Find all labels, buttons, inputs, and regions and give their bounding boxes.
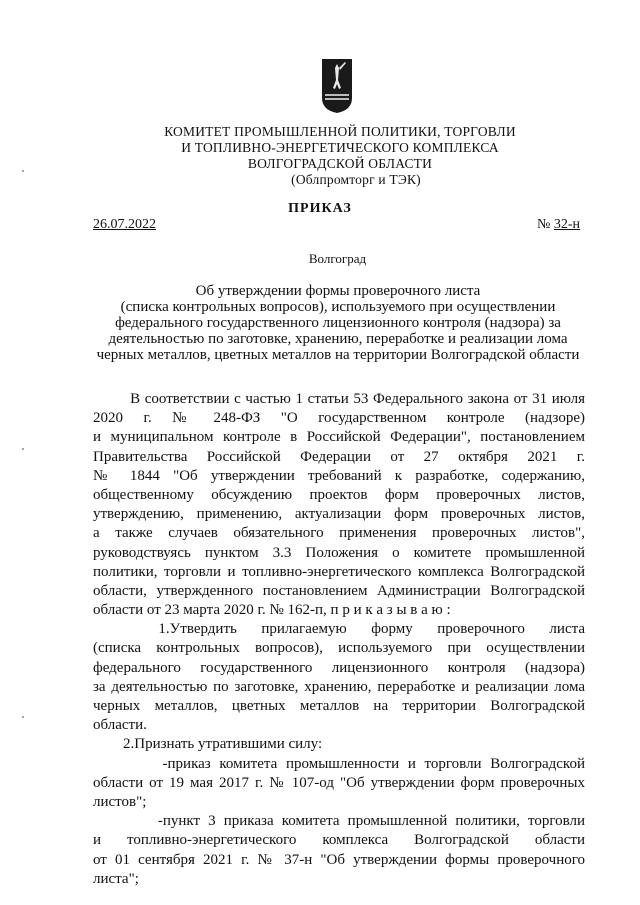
doc-date: 26.07.2022 [93,217,156,232]
body-line: области от 23 марта 2020 г. № 162-п, п р и к а з ы в а ю : [93,602,451,619]
body-line: Правительства Российской Федерации от 27 октября 2021 г. [93,448,585,465]
title-line: деятельностью по заготовке, хранению, переработке и реализации лома [108,331,568,347]
body-line: черных металлов, цветных металлов на территории Волгоградской [93,698,585,714]
body-line: 2020 г. № 248-ФЗ "О государственном контроле (надзоре) [93,410,585,427]
body-line: 2.Признать утратившими силу: [93,736,323,753]
body-line: листов"; [93,793,147,810]
organization-name [120,124,560,188]
body-line: от 01 сентября 2021 г. № 37-н "Об утверждении формы проверочного [93,851,585,868]
scan-speck [22,716,24,718]
org-line-2: И ТОПЛИВНО-ЭНЕРГЕТИЧЕСКОГО КОМПЛЕКСА [181,140,499,155]
org-line-1: КОМИТЕТ ПРОМЫШЛЕННОЙ ПОЛИТИКИ, ТОРГОВЛИ [164,124,516,139]
body-line: федерального государственного лицензионного контроля (надзора) [93,659,585,676]
body-line: утверждению, применению, актуализации форм проверочных листов, [93,506,585,523]
body-line: № 1844 "Об утверждении требований к разработке, содержанию, [93,467,585,484]
doc-title [88,283,588,363]
body-line: общественному обсуждению проектов форм проверочных листов, [93,486,585,503]
body-line: -приказ комитета промышленности и торговли Волгоградской [93,755,585,772]
title-line: (списка контрольных вопросов), используемого при осуществлении [120,299,556,315]
volgograd-emblem-icon [321,58,353,114]
doc-number-prefix: № [537,217,551,232]
body-line: В соответствии с частью 1 статьи 53 Федерального закона от 31 июля [93,391,585,407]
body-line: и муниципальном контроле в Российской Федерации", постановлением [93,429,585,446]
body-line: (списка контрольных вопросов), используемого при осуществлении [93,640,585,657]
doc-type: ПРИКАЗ [288,201,352,216]
body-line: области от 19 мая 2017 г. № 107-од "Об утверждении форм проверочных [93,774,585,791]
body-line: политики, торговли и топливно-энергетического комплекса Волгоградской [93,563,585,580]
title-line: Об утверждении формы проверочного листа [195,283,481,299]
doc-city: Волгоград [308,251,367,266]
scan-speck [22,448,24,450]
body-line: за деятельностью по заготовке, хранению, переработке и реализации лома [93,678,585,695]
body-line: руководствуясь пунктом 3.3 Положения о комитете промышленной [93,544,585,561]
body-line: области. [93,717,147,734]
scan-speck [22,170,24,172]
org-line-3: ВОЛГОГРАДСКОЙ ОБЛАСТИ [247,156,433,171]
body-line: области, утвержденного постановлением Администрации Волгоградской [93,582,585,599]
title-line: черных металлов, цветных металлов на территории Волгоградской области [96,347,580,363]
body-line: листа"; [93,870,139,887]
body-line: и топливно-энергетического комплекса Волгоградской области [93,832,585,849]
body-line: -пункт 3 приказа комитета промышленной политики, торговли [93,813,585,830]
org-short-name: (Облпромторг и ТЭК) [291,172,421,187]
doc-number-value: 32-н [553,217,581,232]
title-line: федерального государственного лицензионного контроля (надзора) за [115,315,561,331]
body-line: а также случаев обязательного применения проверочных листов", [93,525,585,542]
doc-body [93,390,585,889]
doc-number [537,217,580,233]
body-line: 1.Утвердить прилагаемую форму проверочного листа [93,621,585,638]
